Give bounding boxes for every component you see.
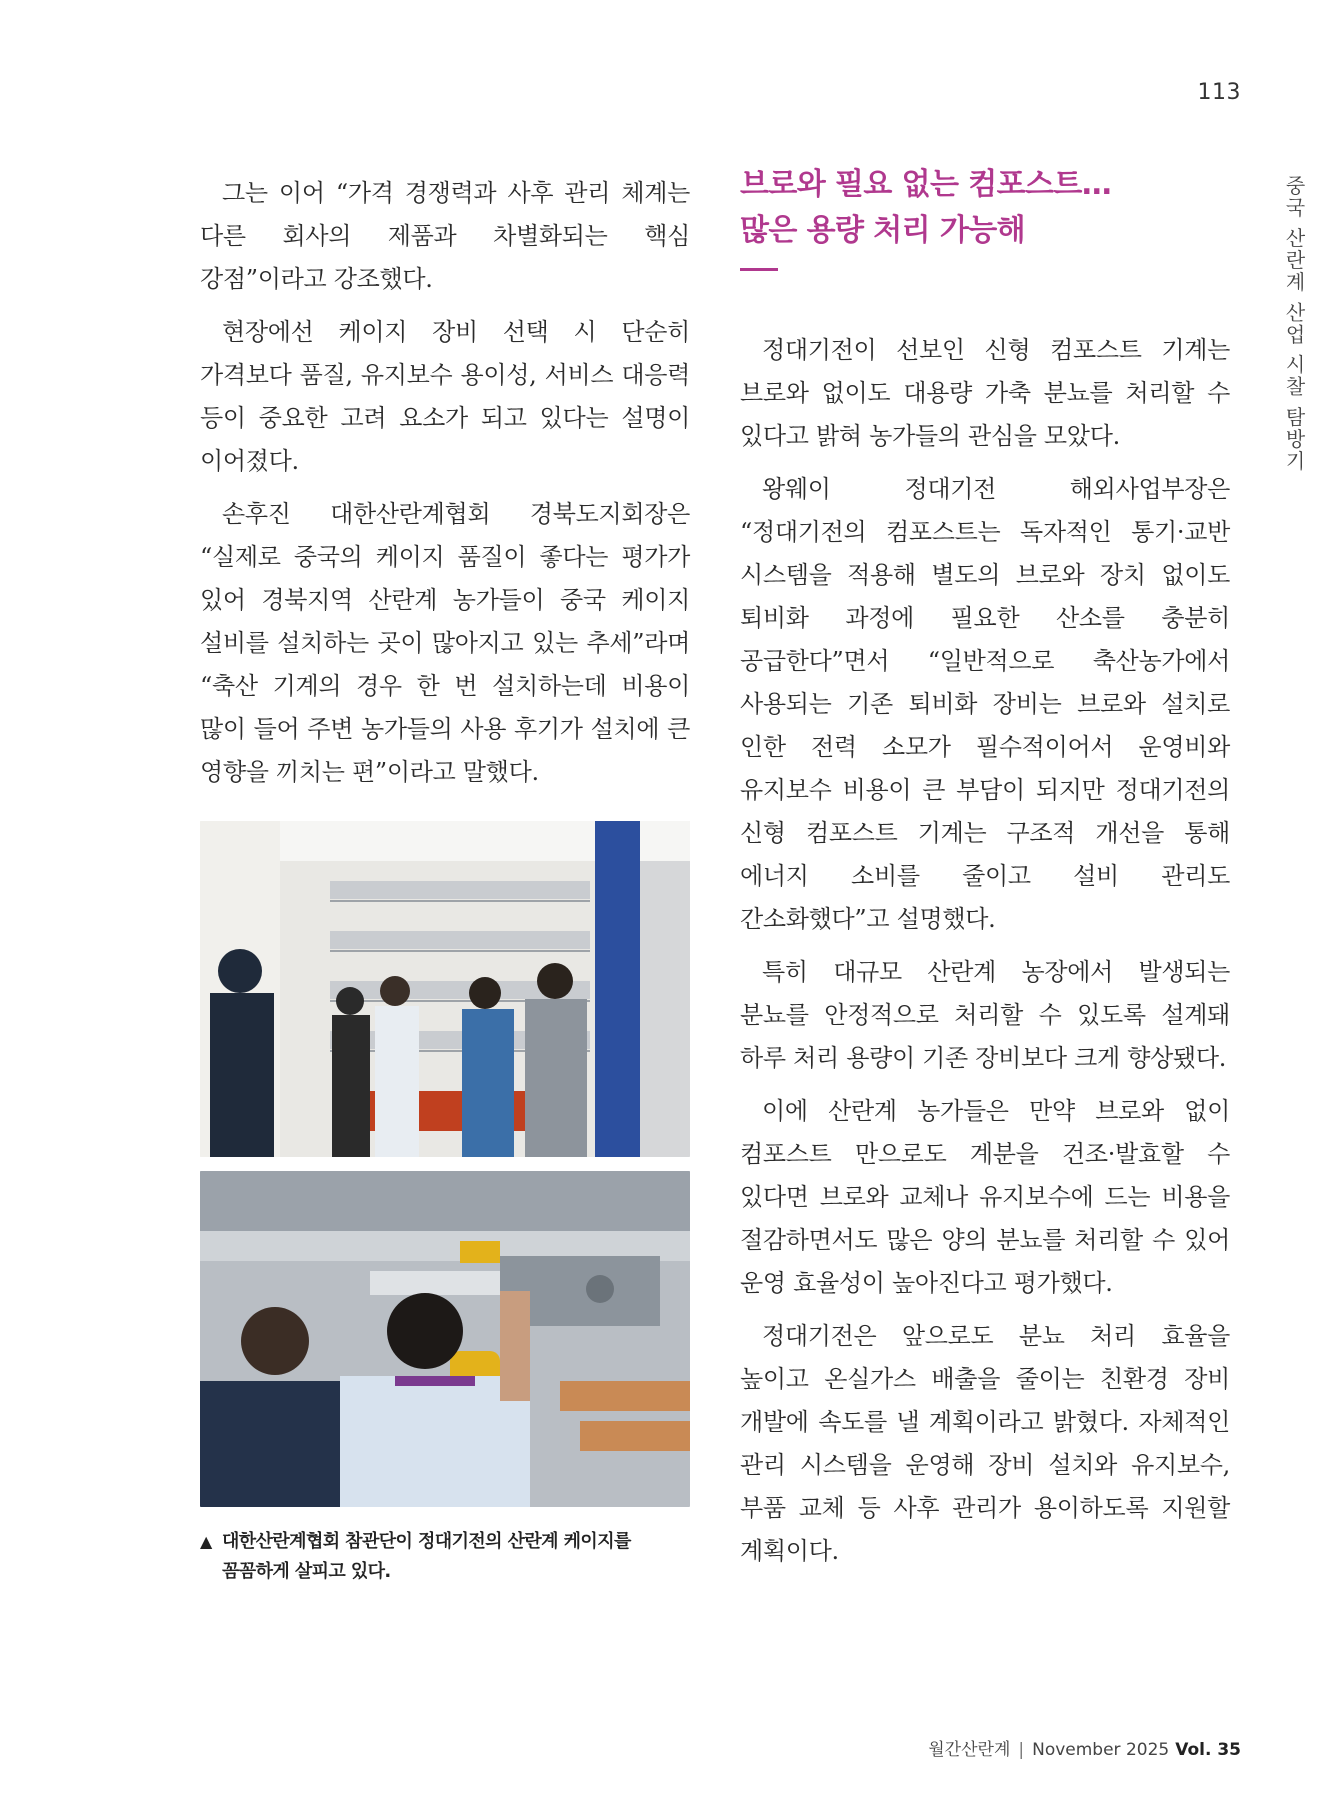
issue-volume: Vol. 35 xyxy=(1175,1740,1241,1760)
heading-rule xyxy=(740,268,778,271)
caption-line: 대한산란계협회 참관단이 정대기전의 산란계 케이지를 xyxy=(222,1531,631,1552)
section-side-label: 중국 산란계 산업 시찰 탐방기 xyxy=(1282,175,1306,473)
page-footer xyxy=(928,1735,1241,1760)
caption-line: 꼼꼼하게 살피고 있다. xyxy=(222,1561,391,1582)
left-column xyxy=(200,172,690,1587)
footer-separator: | xyxy=(1018,1740,1025,1760)
body-paragraph: 정대기전이 선보인 신형 컴포스트 기계는 브로와 없이도 대용량 가축 분뇨를 처리할 수 있다고 밝혀 농가들의 관심을 모았다. xyxy=(740,336,1230,450)
photo-caption xyxy=(200,1527,690,1587)
photo-cage-showroom xyxy=(200,821,690,1157)
body-paragraph: 그는 이어 “가격 경쟁력과 사후 관리 체계는 다른 회사의 제품과 차별화되는 핵심 강점”이라고 강조했다. xyxy=(200,179,690,293)
body-paragraph: 왕웨이 정대기전 해외사업부장은 “정대기전의 컴포스트는 독자적인 통기·교반 시스템을 적용해 별도의 브로와 장치 없이도 퇴비화 과정에 필요한 산소를 충분히 공급한다”면서 “일반적으로 축산농가에서 사용되는 기존 퇴비화 장비는 브로와 설치로 인한 전력 소모가 필수적이어서 운영비와 유지보수 비용이 큰 부담이 되지만 정대기전의 신형 컴포스트 기계는 구조적 개선을 통해 에너지 소비를 줄이고 설비 관리도 간소화했다”고 설명했다. xyxy=(740,475,1230,933)
magazine-name: 월간산란계 xyxy=(928,1740,1011,1760)
body-paragraph: 정대기전은 앞으로도 분뇨 처리 효율을 높이고 온실가스 배출을 줄이는 친환경 장비 개발에 속도를 낼 계획이라고 밝혔다. 자체적인 관리 시스템을 운영해 장비 설치와 유지보수, 부품 교체 등 사후 관리가 용이하도록 지원할 계획이다. xyxy=(740,1322,1230,1565)
body-paragraph: 특히 대규모 산란계 농장에서 발생되는 분뇨를 안정적으로 처리할 수 있도록 설계돼 하루 처리 용량이 기존 장비보다 크게 향상됐다. xyxy=(740,958,1230,1072)
triangle-up-icon: ▲ xyxy=(200,1532,212,1551)
issue-date: November 2025 xyxy=(1032,1740,1170,1760)
section-heading-line: 많은 용량 처리 가능해 xyxy=(740,213,1025,248)
section-heading xyxy=(740,162,1230,254)
body-paragraph: 손후진 대한산란계협회 경북도지회장은 “실제로 중국의 케이지 품질이 좋다는 평가가 있어 경북지역 산란계 농가들이 중국 케이지 설비를 설치하는 곳이 많아지고 있는 추세”라며 “축산 기계의 경우 한 번 설치하는데 비용이 많이 들어 주변 농가들의 사용 후기가 설치에 큰 영향을 끼치는 편”이라고 말했다. xyxy=(200,500,690,786)
body-paragraph: 현장에선 케이지 장비 선택 시 단순히 가격보다 품질, 유지보수 용이성, 서비스 대응력 등이 중요한 고려 요소가 되고 있다는 설명이 이어졌다. xyxy=(200,318,690,475)
section-heading-line: 브로와 필요 없는 컴포스트… xyxy=(740,167,1112,202)
photo-cage-inspection xyxy=(200,1171,690,1507)
body-paragraph: 이에 산란계 농가들은 만약 브로와 없이 컴포스트 만으로도 계분을 건조·발효할 수 있다면 브로와 교체나 유지보수에 드는 비용을 절감하면서도 많은 양의 분뇨를 처리할 수 있어 운영 효율성이 높아진다고 평가했다. xyxy=(740,1097,1230,1297)
right-column xyxy=(740,167,1230,1583)
page-number: 113 xyxy=(1197,80,1241,105)
